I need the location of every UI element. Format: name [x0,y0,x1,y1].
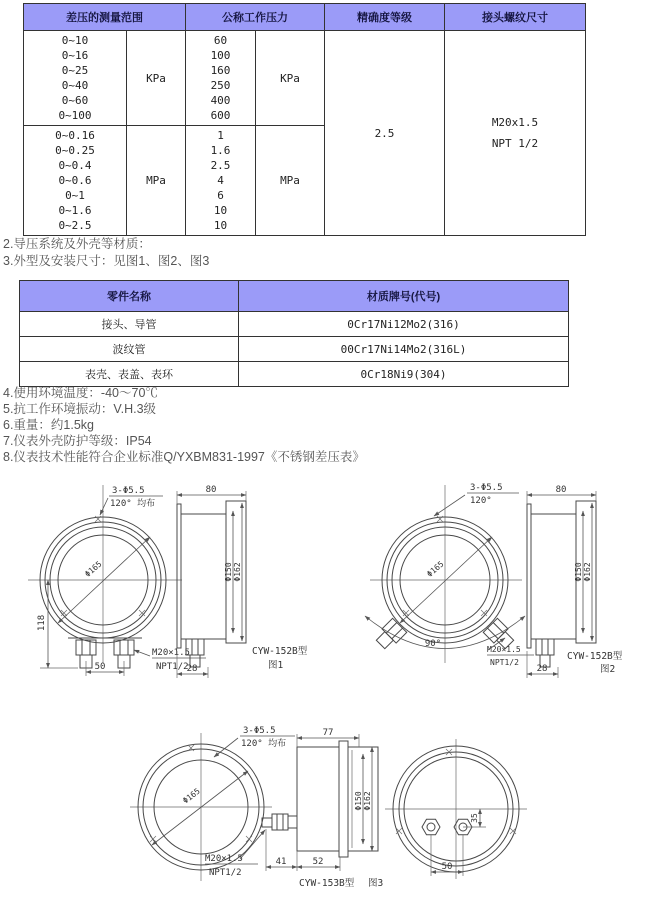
fig3-front-view [130,726,295,881]
fig2-side-view [527,485,623,678]
fig1-npt-label: NPT1/2 [156,662,189,672]
material-cell: 0Cr18Ni9(304) [239,362,569,387]
fig3-holes-label: 3-Φ5.5 [243,726,276,736]
header-accuracy: 精确度等级 [325,4,445,31]
accuracy-cell: 2.5 [325,31,445,236]
list-value: 0~0.16 [55,129,95,142]
fig1-height-dim: 118 [37,614,47,632]
list-value: 400 [210,94,231,107]
fig2-d162-dim: Φ162 [583,562,592,582]
fig1-holes-spacing-label: 120° 均布 [110,499,156,509]
fig3-thread-label: M20×1.5 [205,854,243,864]
part-name-cell: 表壳、表盖、表环 [20,362,239,387]
fig1-d162-dim: Φ162 [233,562,242,582]
mpa-ranges-cell [24,126,127,236]
list-value: 100 [210,49,231,62]
list-value: M20x1.5 [491,115,539,129]
list-value: 0~16 [61,49,89,62]
fig1-holes-label: 3-Φ5.5 [112,486,145,496]
notes-specs-list [3,385,365,465]
table-header-row [24,4,586,31]
list-value: 1.6 [210,144,231,157]
list-value: 0~60 [61,94,89,107]
fig1-side-view [177,485,308,678]
header-part-name: 零件名称 [20,281,239,312]
list-value: 0~0.25 [55,144,95,157]
material-cell: 0Cr17Ni12Mo2(316) [239,312,569,337]
list-value: 4 [217,174,224,187]
part-name-cell: 接头、导管 [20,312,239,337]
pressure-spec-table [23,3,586,236]
kpa-row-group [24,31,586,126]
fig2-model-caption: CYW-152B型 [567,651,623,662]
list-value: 0~25 [61,64,89,77]
dimension-drawings [0,471,651,901]
fig2-depth-dim: 80 [555,485,567,495]
list-value: 10 [213,219,228,232]
table-row [20,337,569,362]
fig2-front-view [365,483,534,667]
list-value: 600 [210,109,231,122]
header-pressure: 公称工作压力 [186,4,325,31]
fig1-depth-dim: 80 [205,485,217,495]
fig1-d150-dim: Φ150 [224,562,233,582]
fig2-dia-label: Φ165 [425,559,446,579]
note-line: 6.重量：约1.5kg [3,418,95,432]
fig3-npt-label: NPT1/2 [209,868,242,878]
mpa-pressure-unit-cell: MPa [256,126,325,236]
list-value: 0~1 [65,189,85,202]
fig2-off-dim: 28 [536,664,548,674]
fig1-model-caption: CYW-152B型 [252,646,308,657]
fig3-model-caption: CYW-153B型 [299,878,355,889]
part-name-cell: 波纹管 [20,337,239,362]
fig2-d150-dim: Φ150 [574,562,583,582]
mpa-range-unit-cell: MPa [127,126,186,236]
table-row [20,362,569,387]
fig3-dia-label: Φ165 [181,786,202,806]
list-value: 60 [213,34,228,47]
fig3-side-connector [262,814,297,830]
fig1-span-dim: 50 [94,662,106,672]
header-material-grade: 材质牌号(代号) [239,281,569,312]
note-line: 7.仪表外壳防护等级：IP54 [3,434,152,448]
kpa-pressures-cell [186,31,256,126]
header-thread: 接头螺纹尺寸 [445,4,586,31]
fig3-d150-dim: Φ150 [354,791,363,811]
list-value: 10 [213,204,228,217]
fig3-holes-spacing-label: 120° 均布 [241,739,287,749]
note-line: 3.外型及安装尺寸：见图1、图2、图3 [3,254,210,268]
note-line: 4.使用环境温度：-40～70℃ [3,386,158,400]
list-value: 0~1.6 [58,204,92,217]
note-line: 2.导压系统及外壳等材质： [3,237,151,251]
fig3-d-dim: 50 [441,862,453,872]
fig2-npt-label: NPT1/2 [490,658,519,667]
note-line: 5.抗工作环境振动：V.H.3级 [3,402,157,416]
list-value: 0~40 [61,79,89,92]
list-value: 250 [210,79,231,92]
fig1-number-caption: 图1 [268,660,284,671]
fig3-b-dim: 52 [312,857,324,867]
fig3-depth-dim: 77 [322,728,334,738]
fig2-angle-dim: 90° [424,639,442,649]
fig3-a-dim: 41 [275,857,287,867]
kpa-range-unit-cell: KPa [127,31,186,126]
notes-materials-intro [3,236,209,270]
list-value: 160 [210,64,231,77]
fig2-number-caption: 图2 [600,664,616,675]
list-value: 0~0.6 [58,174,92,187]
header-range: 差压的测量范围 [24,4,186,31]
list-value: 1 [217,129,224,142]
note-line: 8.仪表技术性能符合企业标准Q/YXBM831-1997《不锈钢差压表》 [3,450,365,464]
fig3-number-caption: 图3 [368,878,384,889]
fig1-off-dim: 28 [186,664,198,674]
table-header-row [20,281,569,312]
material-cell: 00Cr17Ni14Mo2(316L) [239,337,569,362]
kpa-ranges-cell [24,31,127,126]
fig3-side-view [262,728,378,871]
fig2-thread-label: M20×1.5 [487,645,521,654]
list-value: 6 [217,189,224,202]
list-value: 2.5 [210,159,231,172]
fig2-holes-label: 3-Φ5.5 [470,483,503,493]
fig1-thread-label: M20×1.5 [152,648,190,658]
material-table [19,280,569,387]
fig3-d162-dim: Φ162 [363,791,372,811]
list-value: 0~10 [61,34,89,47]
list-value: 0~2.5 [58,219,92,232]
fig1-front-view [28,485,206,676]
thread-cell [445,31,586,236]
fig3-back-view [385,739,527,879]
fig2-side-bolt [536,639,554,667]
fig1-dia-label: Φ165 [83,559,104,579]
list-value: 0~100 [58,109,92,122]
list-value: 0~0.4 [58,159,92,172]
list-value: NPT 1/2 [491,136,539,150]
mpa-pressures-cell [186,126,256,236]
table-row [20,312,569,337]
kpa-pressure-unit-cell: KPa [256,31,325,126]
fig2-holes-spacing-label: 120° [470,496,492,506]
fig3-c-dim: 35 [470,813,479,823]
